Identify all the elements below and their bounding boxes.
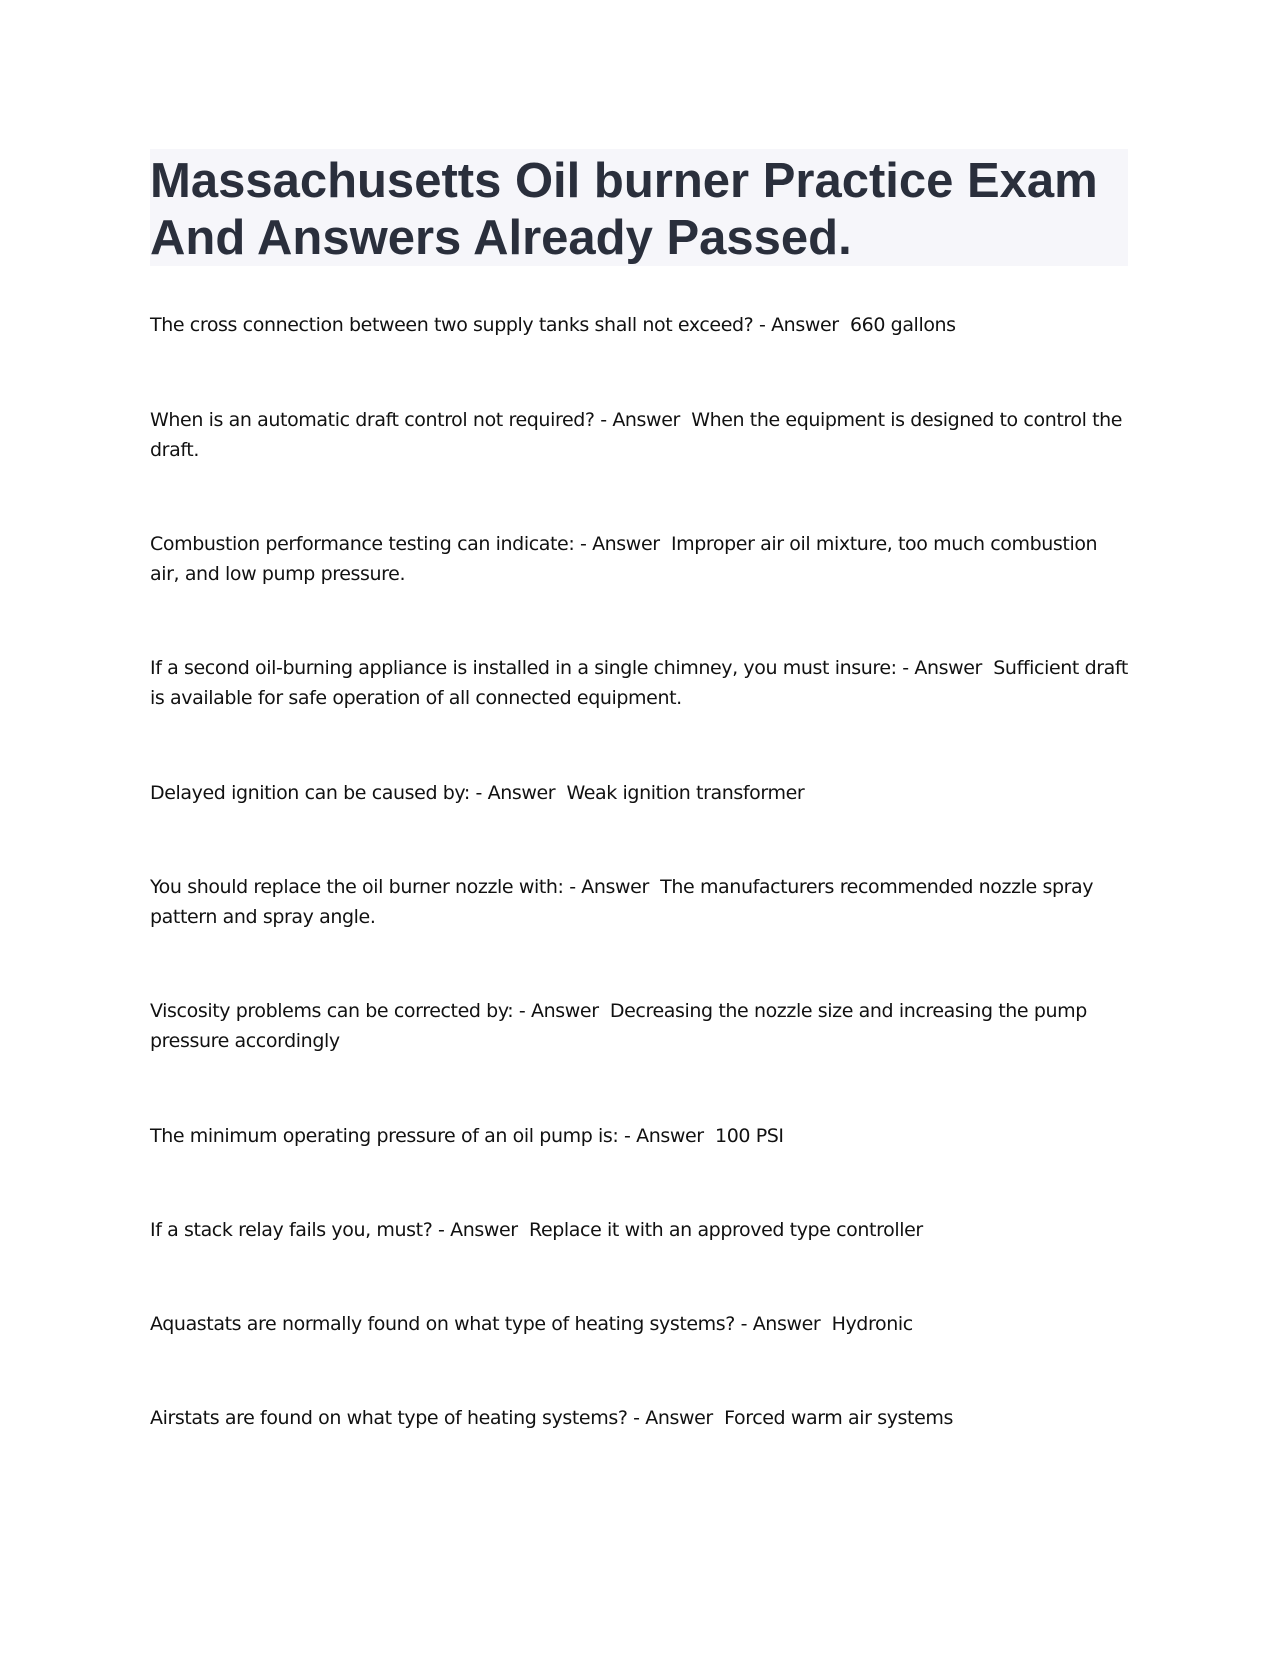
question-text: Combustion performance testing can indicate: — [150, 533, 575, 555]
question-text: Delayed ignition can be caused by: — [150, 782, 470, 804]
answer-separator: - Answer — [896, 657, 988, 679]
answer-text: Weak ignition transformer — [566, 782, 805, 804]
answer-separator: - Answer — [513, 1000, 605, 1022]
question-text: If a stack relay fails you, must? — [150, 1219, 433, 1241]
answer-text: The manufacturers recommended nozzle spray pattern and spray angle. — [150, 876, 1094, 928]
answer-text: 100 PSI — [715, 1125, 784, 1147]
answer-text: Sufficient draft is available for safe operation of all connected equipment. — [150, 657, 1128, 709]
qa-item — [150, 310, 1130, 340]
qa-item — [150, 1121, 1130, 1151]
answer-separator: - Answer — [574, 533, 666, 555]
answer-separator: - Answer — [432, 1219, 524, 1241]
answer-text: Decreasing the nozzle size and increasing the pump pressure accordingly — [150, 1000, 1087, 1052]
answer-text: Forced warm air systems — [724, 1407, 954, 1429]
question-text: When is an automatic draft control not required? — [150, 409, 595, 431]
answer-text: Hydronic — [831, 1313, 913, 1335]
qa-item — [150, 996, 1130, 1056]
document-title: Massachusetts Oil burner Practice Exam And Answers Already Passed. — [150, 154, 1098, 265]
question-text: You should replace the oil burner nozzle with: — [150, 876, 564, 898]
answer-separator: - Answer — [734, 1313, 826, 1335]
question-text: The minimum operating pressure of an oil pump is: — [150, 1125, 619, 1147]
qa-item — [150, 405, 1130, 465]
answer-separator: - Answer — [753, 314, 845, 336]
qa-item — [150, 1215, 1130, 1245]
qa-item — [150, 1309, 1130, 1339]
qa-item — [150, 1403, 1130, 1433]
question-text: The cross connection between two supply tanks shall not exceed? — [150, 314, 754, 336]
title-block — [150, 149, 1128, 266]
question-text: If a second oil-burning appliance is installed in a single chimney, you must insure: — [150, 657, 897, 679]
answer-text: 660 gallons — [849, 314, 956, 336]
answer-text: When the equipment is designed to control the draft. — [150, 409, 1123, 461]
qa-item — [150, 872, 1130, 932]
qa-item — [150, 529, 1130, 589]
answer-separator: - Answer — [594, 409, 686, 431]
answer-separator: - Answer — [627, 1407, 719, 1429]
answer-text: Improper air oil mixture, too much combustion air, and low pump pressure. — [150, 533, 1098, 585]
answer-separator: - Answer — [563, 876, 655, 898]
question-text: Airstats are found on what type of heating systems? — [150, 1407, 628, 1429]
question-text: Viscosity problems can be corrected by: — [150, 1000, 514, 1022]
answer-separator: - Answer — [469, 782, 561, 804]
qa-item — [150, 653, 1130, 713]
answer-text: Replace it with an approved type controller — [529, 1219, 923, 1241]
question-text: Aquastats are normally found on what type of heating systems? — [150, 1313, 735, 1335]
answer-separator: - Answer — [618, 1125, 710, 1147]
qa-item — [150, 778, 1130, 808]
